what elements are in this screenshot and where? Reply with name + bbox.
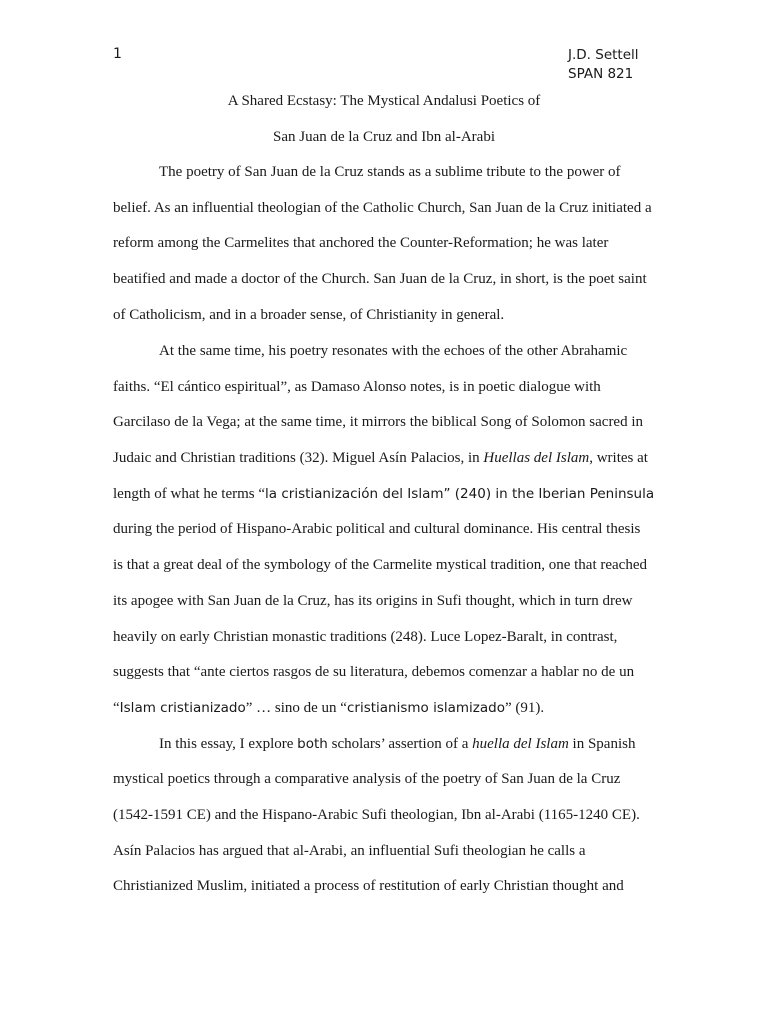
paragraph-2-line xyxy=(113,486,654,503)
paragraph-1-line: belief. As an influential theologian of the Catholic Church, San Juan de la Cruz initiated a xyxy=(113,200,652,216)
essay-title-line-2: San Juan de la Cruz and Ibn al-Arabi xyxy=(272,129,495,145)
paragraph-1-line: of Catholicism, and in a broader sense, of Christianity in general. xyxy=(113,307,505,323)
paragraph-1-line: beatified and made a doctor of the Church. San Juan de la Cruz, in short, is the poet saint xyxy=(113,271,647,287)
paragraph-3-line: Asín Palacios has argued that al-Arabi, an influential Sufi theologian he calls a xyxy=(113,843,586,859)
author-name: J.D. Settell xyxy=(568,47,639,63)
text-span: in Spanish xyxy=(568,736,636,752)
text-span: ” (91). xyxy=(504,700,545,716)
paragraph-3-line: mystical poetics through a comparative analysis of the poetry of San Juan de la Cruz xyxy=(113,771,621,787)
paragraph-2-line: during the period of Hispano-Arabic political and cultural dominance. His central thesis xyxy=(113,521,641,537)
course-code: SPAN 821 xyxy=(568,66,634,82)
paragraph-1-line: The poetry of San Juan de la Cruz stands as a sublime tribute to the power of xyxy=(159,164,621,180)
text-span: Judaic and Christian traditions (32). Miguel Asín Palacios, in xyxy=(113,450,484,466)
text-span: “ xyxy=(113,700,120,716)
text-span: length of what he terms “ xyxy=(113,486,266,502)
quoted-phrase: la cristianización del Islam xyxy=(265,486,444,502)
quoted-phrase: Islam cristianizado xyxy=(119,700,246,716)
paragraph-2-line xyxy=(113,450,648,467)
author-block xyxy=(568,46,639,84)
essay-title-line-1: A Shared Ecstasy: The Mystical Andalusi Poetics of xyxy=(227,93,541,109)
paragraph-2-line: its apogee with San Juan de la Cruz, has its origins in Sufi thought, which in turn drew xyxy=(113,593,633,609)
paragraph-3-line: Christianized Muslim, initiated a process of restitution of early Christian thought and xyxy=(113,878,624,894)
emphasis-word: both xyxy=(297,736,328,752)
paragraph-2-line xyxy=(113,700,544,717)
paragraph-3-line xyxy=(159,736,635,753)
italic-phrase: huella del Islam xyxy=(472,736,569,752)
text-span: ” … sino de un “ xyxy=(245,700,347,716)
paragraph-2-line: At the same time, his poetry resonates with the echoes of the other Abrahamic xyxy=(159,343,628,359)
paragraph-2-line: heavily on early Christian monastic traditions (248). Luce Lopez-Baralt, in contrast, xyxy=(113,629,618,645)
text-span: scholars’ assertion of a xyxy=(327,736,473,752)
paragraph-1-line: reform among the Carmelites that anchored the Counter-Reformation; he was later xyxy=(113,235,609,251)
quoted-phrase: cristianismo islamizado xyxy=(346,700,505,716)
paragraph-2-line: is that a great deal of the symbology of the Carmelite mystical tradition, one that reached xyxy=(113,557,647,573)
paragraph-3-line: (1542-1591 CE) and the Hispano-Arabic Sufi theologian, Ibn al-Arabi (1165-1240 CE). xyxy=(113,807,640,823)
book-title-italic: Huellas del Islam xyxy=(483,450,590,466)
paragraph-2-line: suggests that “ante ciertos rasgos de su literatura, debemos comenzar a hablar no de un xyxy=(113,664,635,680)
paragraph-2-line: faiths. “El cántico espiritual”, as Damaso Alonso notes, is in poetic dialogue with xyxy=(113,379,601,395)
text-span: In this essay, I explore xyxy=(159,736,298,752)
text-span: ” (240) in the Iberian Peninsula xyxy=(443,486,655,502)
paragraph-2-line: Garcilaso de la Vega; at the same time, it mirrors the biblical Song of Solomon sacred in xyxy=(113,414,644,430)
page-number: 1 xyxy=(113,46,122,62)
text-span: , writes at xyxy=(589,450,648,466)
